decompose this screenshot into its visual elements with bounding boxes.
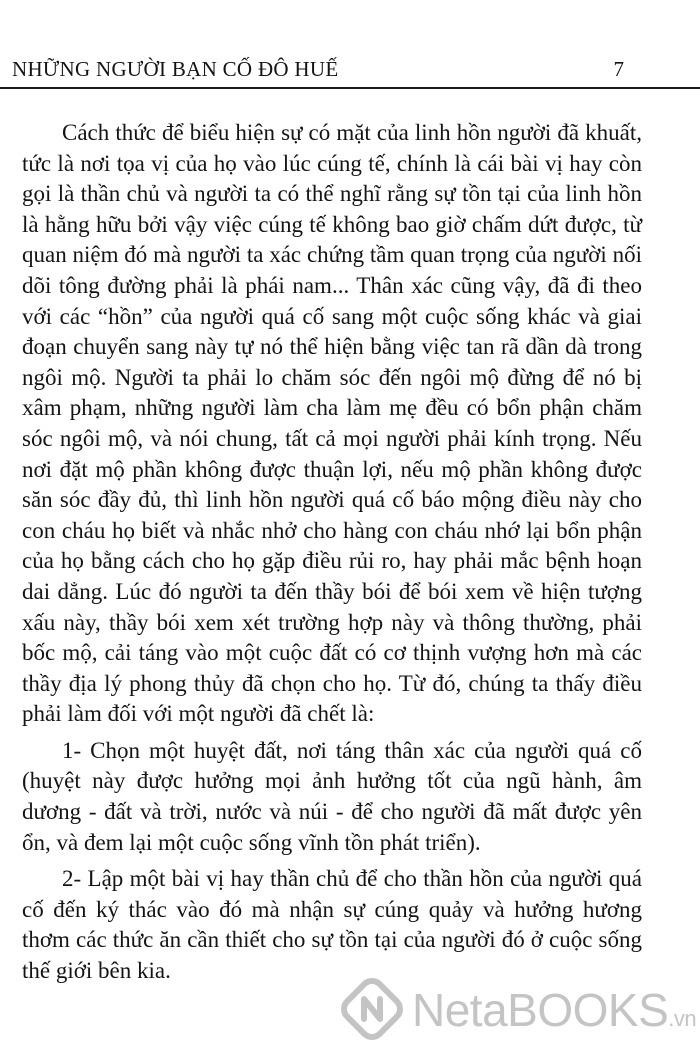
body-text — [22, 118, 642, 987]
paragraph-2: 1- Chọn một huyệt đất, nơi táng thân xác của người quá cố (huyệt này được hưởng mọi ảnh hưởng tốt của ngũ hành, âm dương - đất và trời, nước và núi - để cho người đã mất được yên ổn, và đem lại một cuộc sống vĩnh tồn phát triển). — [22, 737, 642, 855]
running-title: NHỮNG NGƯỜI BẠN CỐ ĐÔ HUẾ — [12, 57, 339, 81]
netabooks-n-logo-icon — [340, 977, 404, 1041]
watermark-brand: NetaBOOKS — [412, 984, 669, 1036]
header-rule — [0, 87, 700, 89]
watermark-suffix: .vn — [668, 1006, 697, 1031]
watermark — [340, 975, 697, 1045]
watermark-text — [412, 983, 696, 1037]
paragraph-3: 2- Lập một bài vị hay thần chủ để cho thần hồn của người quá cố đến ký thác vào đó mà nhận sự cúng quảy và hưởng hương thơm các thức ăn cần thiết cho sự tồn tại của người đó ở cuộc sống thế giới bên kia. — [22, 866, 642, 984]
paragraph-1: Cách thức để biểu hiện sự có mặt của linh hồn người đã khuất, tức là nơi tọa vị của họ vào lúc cúng tế, chính là cái bài vị hay còn gọi là thần chủ và người ta có thể nghĩ rằng sự tồn tại của linh hồn là hằng hữu bởi vậy việc cúng tế không bao giờ chấm dứt được, từ quan niệm đó mà người ta xác chứng tầm quan trọng của người nối dõi tông đường phải là phái nam... Thân xác cũng vậy, đã đi theo với các “hồn” của người quá cố sang một cuộc sống khác và giai đoạn chuyển sang này tự nó thể hiện bằng việc tan rã dần dà trong ngôi mộ. Người ta phải lo chăm sóc đến ngôi mộ đừng để nó bị xâm phạm, những người làm cha làm mẹ đều có bổn phận chăm sóc ngôi mộ, và nói chung, tất cả mọi người phải kính trọng. Nếu nơi đặt mộ phần không được thuận lợi, nếu mộ phần không được săn sóc đầy đủ, thì linh hồn người quá cố báo mộng điều này cho con cháu họ biết và nhắc nhở cho hàng con cháu nhớ lại bổn phận của họ bằng cách cho họ gặp điều rủi ro, hay phải mắc bệnh hoạn dai dẳng. Lúc đó người ta đến thầy bói để bói xem về hiện tượng xấu này, thầy bói xem xét trường hợp này và thông thường, phải bốc mộ, cải táng vào một cuộc đất có cơ thịnh vượng hơn mà các thầy địa lý phong thủy đã chọn cho họ. Từ đó, chúng ta thấy điều phải làm đối với một người đã chết là: — [22, 120, 642, 727]
page-number: 7 — [613, 57, 624, 81]
page-header — [12, 57, 624, 83]
